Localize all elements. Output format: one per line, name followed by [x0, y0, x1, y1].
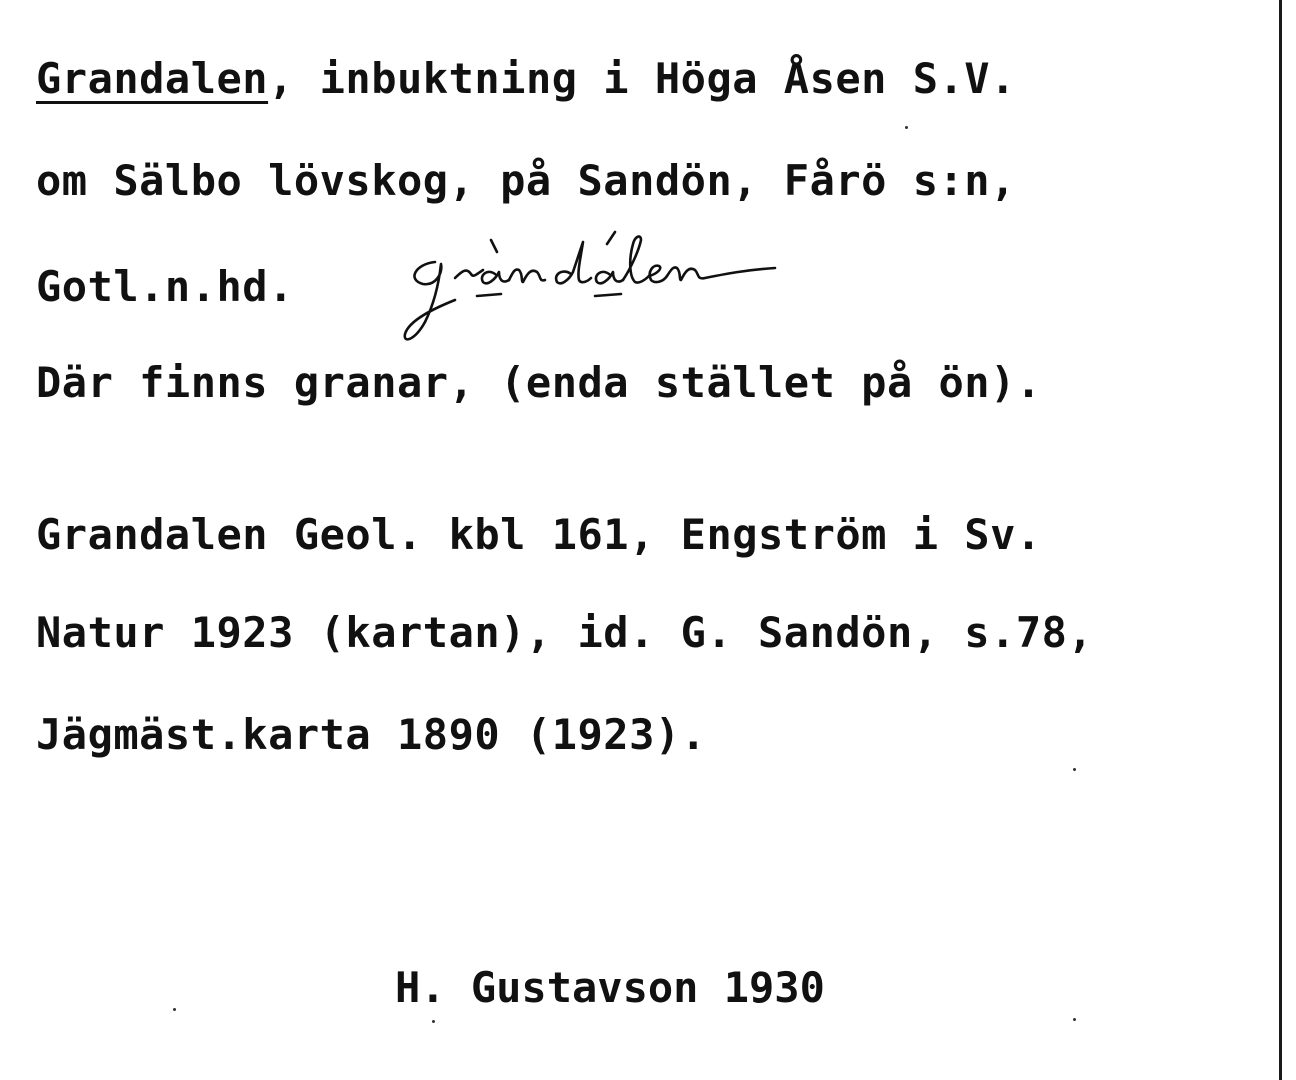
scan-speck — [905, 126, 908, 129]
entry-line-6: Natur 1923 (kartan), id. G. Sandön, s.78, — [36, 608, 1094, 657]
entry-line-7: Jägmäst.karta 1890 (1923). — [36, 710, 707, 759]
entry-line-5: Grandalen Geol. kbl 161, Engström i Sv. — [36, 510, 1042, 559]
headword: Grandalen — [36, 54, 269, 103]
scan-speck — [432, 1020, 435, 1023]
entry-line-2: om Sälbo lövskog, på Sandön, Fårö s:n, — [36, 156, 1016, 205]
card-edge-line — [1279, 0, 1282, 1080]
entry-line-1-text: , inbuktning i Höga Åsen S.V. — [268, 54, 1016, 103]
handwritten-annotation — [395, 222, 955, 352]
entry-line-4: Där finns granar, (enda stället på ön). — [36, 358, 1042, 407]
scan-speck — [1073, 768, 1076, 771]
scan-speck — [1073, 1018, 1076, 1021]
entry-line-3: Gotl.n.hd. — [36, 262, 294, 311]
entry-line-1 — [36, 54, 1016, 103]
signature: H. Gustavson 1930 — [395, 963, 825, 1012]
scan-speck — [173, 1008, 176, 1011]
